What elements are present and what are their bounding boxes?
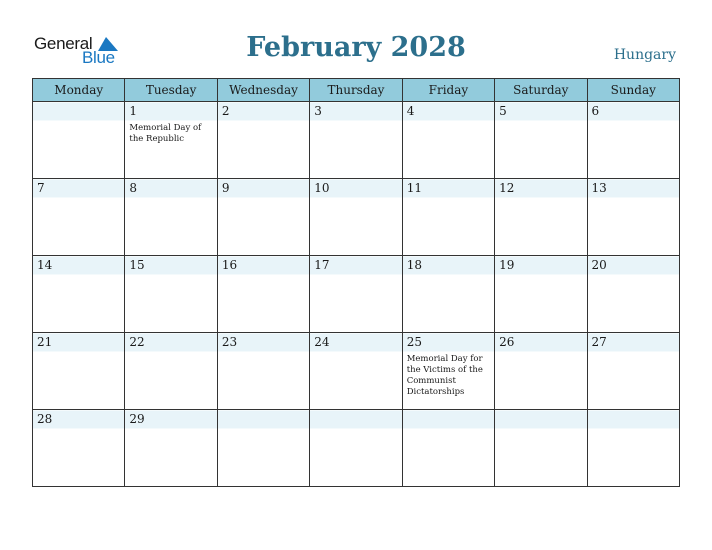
day-cell <box>495 256 587 333</box>
day-number: 26 <box>499 335 515 349</box>
day-cell <box>587 410 679 487</box>
logo-text-general: General <box>34 34 93 53</box>
day-cell <box>587 102 679 179</box>
day-number: 20 <box>591 258 607 272</box>
day-number: 4 <box>406 104 415 118</box>
day-number: 10 <box>314 181 330 195</box>
day-number: 8 <box>129 181 138 195</box>
day-cell <box>310 179 402 256</box>
weekday-header: Thursday <box>310 79 402 102</box>
week-row <box>33 179 680 256</box>
weekday-header: Monday <box>33 79 125 102</box>
day-number: 27 <box>591 335 607 349</box>
week-row <box>33 256 680 333</box>
day-cell <box>125 410 217 487</box>
day-number: 18 <box>406 258 422 272</box>
day-cell <box>402 333 494 410</box>
day-cell <box>587 179 679 256</box>
day-number: 13 <box>591 181 607 195</box>
day-cell <box>125 179 217 256</box>
day-cell <box>402 410 494 487</box>
weekday-header: Tuesday <box>125 79 217 102</box>
day-number: 21 <box>37 335 53 349</box>
day-number: 14 <box>37 258 53 272</box>
week-row <box>33 333 680 410</box>
day-number <box>588 410 679 411</box>
day-cell <box>402 102 494 179</box>
day-number: 23 <box>221 335 238 349</box>
day-number: 6 <box>591 104 600 118</box>
day-cell <box>310 333 402 410</box>
weekday-header: Saturday <box>495 79 587 102</box>
day-number: 7 <box>37 181 45 195</box>
holiday-label: Memorial Day for the Victims of the Communist Dictatorships <box>406 354 483 397</box>
day-number <box>33 102 124 103</box>
day-number: 15 <box>129 258 145 272</box>
day-number <box>495 410 586 411</box>
day-cell <box>495 410 587 487</box>
day-number <box>218 410 309 411</box>
weekday-header: Sunday <box>587 79 679 102</box>
day-cell <box>495 179 587 256</box>
day-cell <box>125 102 217 179</box>
day-cell <box>33 256 125 333</box>
day-cell <box>402 179 494 256</box>
day-number: 11 <box>406 181 422 195</box>
day-number: 12 <box>499 181 515 195</box>
day-cell <box>495 333 587 410</box>
day-number: 29 <box>129 412 145 426</box>
day-cell <box>402 256 494 333</box>
day-number: 19 <box>499 258 515 272</box>
day-number: 25 <box>406 335 422 349</box>
week-row <box>33 102 680 179</box>
day-number: 22 <box>129 335 145 349</box>
day-number: 5 <box>499 104 507 118</box>
day-cell <box>587 256 679 333</box>
day-cell <box>587 333 679 410</box>
day-cell <box>33 410 125 487</box>
day-number: 28 <box>37 412 53 426</box>
day-number <box>403 410 494 411</box>
day-cell <box>217 102 309 179</box>
day-cell <box>217 256 309 333</box>
day-number: 9 <box>221 181 230 195</box>
country-label: Hungary <box>613 47 676 63</box>
day-number <box>310 410 401 411</box>
weekday-header-row <box>33 79 680 102</box>
day-cell <box>495 102 587 179</box>
logo-text-blue: Blue <box>82 48 115 67</box>
day-cell <box>33 333 125 410</box>
day-cell <box>310 102 402 179</box>
day-number: 1 <box>129 104 138 118</box>
day-number: 3 <box>314 104 322 118</box>
week-row <box>33 410 680 487</box>
day-cell <box>310 410 402 487</box>
day-cell <box>217 333 309 410</box>
calendar-title: February 2028 <box>246 32 466 63</box>
day-cell <box>33 179 125 256</box>
day-number: 24 <box>314 335 330 349</box>
weekday-header: Wednesday <box>217 79 309 102</box>
day-number: 2 <box>221 104 230 118</box>
day-number: 16 <box>221 258 238 272</box>
day-cell <box>310 256 402 333</box>
day-cell <box>125 256 217 333</box>
holiday-label: Memorial Day of the Republic <box>129 123 202 144</box>
day-cell <box>125 333 217 410</box>
day-number: 17 <box>314 258 330 272</box>
calendar-grid <box>32 78 680 487</box>
day-cell <box>217 410 309 487</box>
day-cell <box>217 179 309 256</box>
weekday-header: Friday <box>402 79 494 102</box>
day-cell <box>33 102 125 179</box>
